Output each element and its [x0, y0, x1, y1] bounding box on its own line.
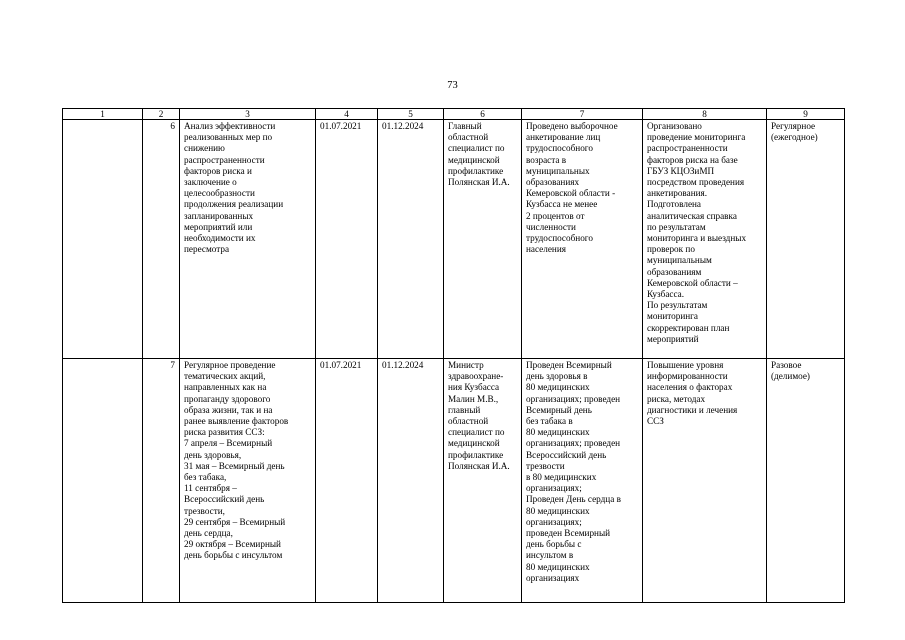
header-cell-1: 1 — [63, 109, 143, 120]
row-number: 6 — [143, 120, 180, 359]
measure-cell: Анализ эффективности реализованных мер по снижению распространенности факторов риска и заключение о целесообразности продолжения реализации запланированных мероприятий или необходимости их пересмотра — [180, 120, 316, 359]
header-cell-2: 2 — [143, 109, 180, 120]
row-blank-cell — [63, 359, 143, 603]
table-header-row — [63, 109, 845, 120]
responsible-cell: Министр здравоохране- ния Кузбасса Малин М.В., главный областной специалист по медицинской профилактике Полянская И.А. — [444, 359, 522, 603]
result-cell: Проведен Всемирный день здоровья в 80 медицинских организациях; проведен Всемирный день без табака в 80 медицинских организациях; проведен Всероссийский день трезвости в 80 медицинских организациях; Проведен День сердца в 80 медицинских организациях; проведен Всемирный день борьбы с инсультом в 80 медицинских организациях — [522, 359, 643, 603]
header-cell-3: 3 — [180, 109, 316, 120]
indicator-cell: Организовано проведение мониторинга распространенности факторов риска на базе ГБУЗ КЦОЗиМП посредством проведения анкетирования. Подготовлена аналитическая справка по результатам мониторинга и выездных проверок по муниципальным образованиям Кемеровской области – Кузбасса. По результатам мониторинга скорректирован план мероприятий — [643, 120, 767, 359]
header-cell-5: 5 — [378, 109, 444, 120]
indicator-cell: Повышение уровня информированности населения о факторах риска, методах диагностики и лечения ССЗ — [643, 359, 767, 603]
start-date-cell: 01.07.2021 — [316, 120, 378, 359]
header-cell-7: 7 — [522, 109, 643, 120]
end-date-cell: 01.12.2024 — [378, 359, 444, 603]
responsible-cell: Главный областной специалист по медицинской профилактике Полянская И.А. — [444, 120, 522, 359]
result-cell: Проведено выборочное анкетирование лиц трудоспособного возраста в муниципальных образованиях Кемеровской области - Кузбасса не менее 2 процентов от численности трудоспособного населения — [522, 120, 643, 359]
periodicity-cell: Регулярное (ежегодное) — [767, 120, 845, 359]
start-date-cell: 01.07.2021 — [316, 359, 378, 603]
header-cell-9: 9 — [767, 109, 845, 120]
header-cell-6: 6 — [444, 109, 522, 120]
measure-cell: Регулярное проведение тематических акций, направленных как на пропаганду здорового образа жизни, так и на ранее выявление факторов риска развития ССЗ: 7 апреля – Всемирный день здоровья, 31 мая – Всемирный день без табака, 11 сентября – Всероссийский день трезвости, 29 сентября – Всемирный день сердца, 29 октября – Всемирный день борьбы с инсультом — [180, 359, 316, 603]
header-cell-4: 4 — [316, 109, 378, 120]
page-number: 73 — [447, 80, 458, 91]
end-date-cell: 01.12.2024 — [378, 120, 444, 359]
header-cell-8: 8 — [643, 109, 767, 120]
row-number: 7 — [143, 359, 180, 603]
row-blank-cell — [63, 120, 143, 359]
table-row — [63, 120, 845, 359]
table-row — [63, 359, 845, 603]
periodicity-cell: Разовое (делимое) — [767, 359, 845, 603]
action-plan-table — [62, 108, 845, 603]
